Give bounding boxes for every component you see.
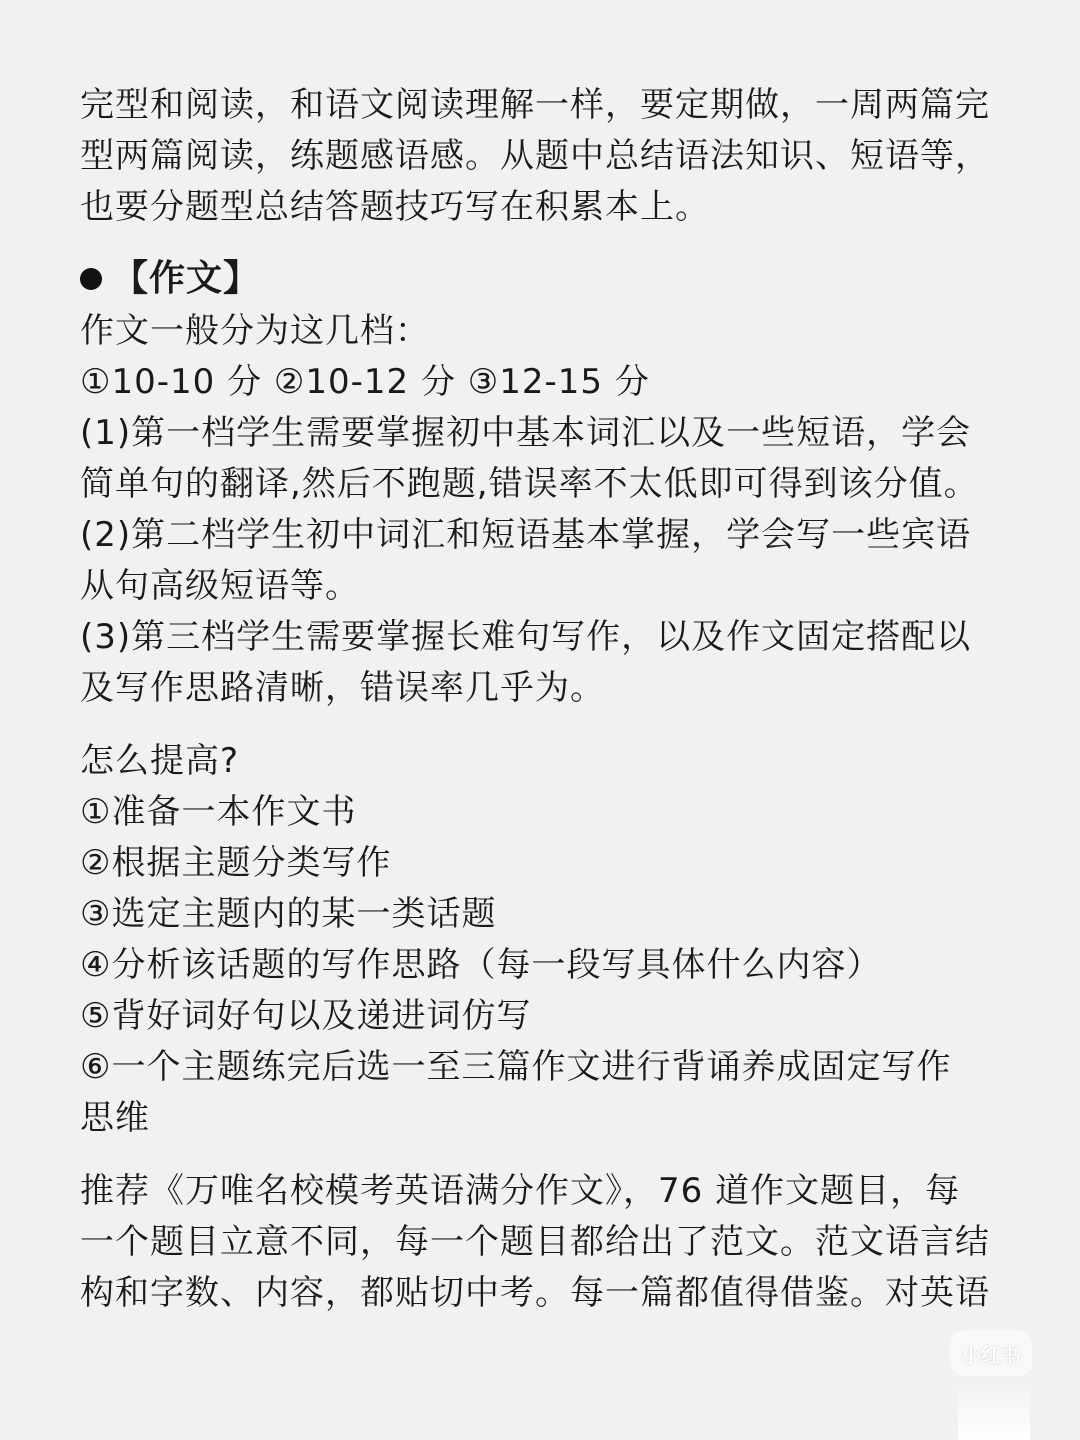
xiaohongshu-watermark: 小红书 — [950, 1330, 1032, 1376]
recommend-line-2: 一个题目立意不同，每一个题目都给出了范文。范文语言结 — [80, 1222, 990, 1262]
essay-heading: 【作文】 — [112, 258, 261, 299]
essay-line-2: ①10-10 分 ②10-12 分 ③12-15 分 — [80, 362, 650, 402]
improve-title: 怎么提高? — [80, 741, 240, 781]
essay-line-8: 及写作思路清晰，错误率几乎为。 — [80, 668, 605, 708]
bullet-dot-icon — [80, 268, 102, 290]
essay-line-6: 从句高级短语等。 — [80, 566, 360, 606]
intro-line-1: 完型和阅读，和语文阅读理解一样，要定期做，一周两篇完 — [80, 85, 990, 125]
improve-item-6-cont: 思维 — [80, 1098, 150, 1138]
essay-line-4: 简单句的翻译,然后不跑题,错误率不太低即可得到该分值。 — [80, 464, 979, 504]
improve-item-6: ⑥一个主题练完后选一至三篇作文进行背诵养成固定写作 — [80, 1047, 952, 1087]
essay-line-1: 作文一般分为这几档： — [80, 311, 430, 351]
essay-line-3: (1)第一档学生需要掌握初中基本词汇以及一些短语，学会 — [80, 413, 972, 453]
bottom-fade — [958, 1380, 1030, 1440]
recommend-line-1: 推荐《万唯名校模考英语满分作文》，76 道作文题目，每 — [80, 1171, 961, 1211]
improve-item-2: ②根据主题分类写作 — [80, 843, 392, 883]
essay-line-7: (3)第三档学生需要掌握长难句写作，以及作文固定搭配以 — [80, 617, 972, 657]
improve-item-5: ⑤背好词好句以及递进词仿写 — [80, 996, 532, 1036]
improve-item-1: ①准备一本作文书 — [80, 792, 357, 832]
intro-line-3: 也要分题型总结答题技巧写在积累本上。 — [80, 187, 710, 227]
intro-line-2: 型两篇阅读，练题感语感。从题中总结语法知识、短语等， — [80, 136, 990, 176]
recommend-line-3: 构和字数、内容，都贴切中考。每一篇都值得借鉴。对英语 — [80, 1273, 990, 1313]
improve-item-3: ③选定主题内的某一类话题 — [80, 894, 497, 934]
improve-item-4: ④分析该话题的写作思路（每一段写具体什么内容） — [80, 945, 882, 985]
essay-line-5: (2)第二档学生初中词汇和短语基本掌握，学会写一些宾语 — [80, 515, 972, 555]
